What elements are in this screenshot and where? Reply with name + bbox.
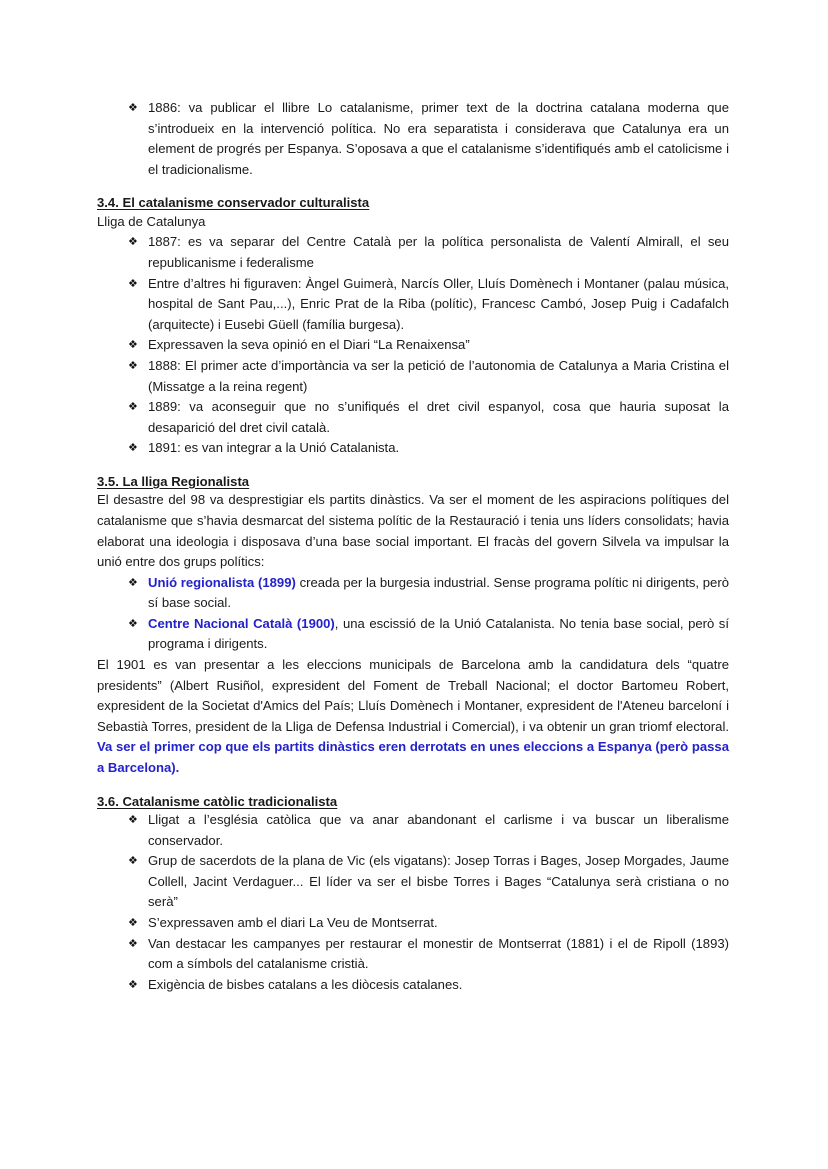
- list-item: [97, 356, 729, 397]
- diamond-bullet-icon: ❖: [128, 575, 138, 589]
- section-heading-36-text: 3.6. Catalanisme catòlic tradicionalista: [97, 793, 338, 809]
- list-item-text: S’expressaven amb el diari La Veu de Montserrat.: [148, 915, 438, 930]
- list-item-text: [148, 573, 729, 614]
- section-35-paragraph: El desastre del 98 va desprestigiar els partits dinàstics. Va ser el moment de les aspiracions polítiques del catalanisme que s’havia desmarcat del sistema polític de la Restauració i tenia uns líders consolidats; havia elaborat una ideologia i disposava d’una base social important. El fracàs del govern Silvela va impulsar la unió entre dos grups polítics:: [97, 492, 729, 570]
- spacer: [97, 180, 729, 194]
- list-item: [97, 913, 729, 934]
- closing-paragraph-plain: El 1901 es van presentar a les eleccions municipals de Barcelona amb la candidatura dels “quatre presidents” (Albert Rusiñol, expresident del Foment de Treball Nacional; el doctor Bartomeu Robert, expresident de la Societat d'Amics del País; Lluís Domènech i Montaner, expresident de l'Ateneu barceloní i Sebastià Torres, president de la Lliga de Defensa Industrial i Comercial), i va obtenir un gran triomf electoral.: [97, 657, 729, 734]
- document-content: [97, 98, 729, 995]
- list-item: [97, 851, 729, 913]
- diamond-bullet-icon: ❖: [128, 813, 138, 827]
- spacer: [97, 459, 729, 473]
- diamond-bullet-icon: ❖: [128, 616, 138, 630]
- closing-paragraph-highlight: Va ser el primer cop que els partits dinàstics eren derrotats en unes eleccions a Espanya (però passa a Barcelona).: [97, 739, 729, 776]
- list-item: [97, 975, 729, 996]
- diamond-bullet-icon: ❖: [128, 441, 138, 455]
- highlight-term: Centre Nacional Català (1900): [148, 615, 335, 631]
- diamond-bullet-icon: ❖: [128, 235, 138, 249]
- diamond-bullet-icon: ❖: [128, 936, 138, 950]
- intro-bullet-list: [97, 98, 729, 180]
- list-item: [97, 335, 729, 356]
- list-item: [97, 573, 729, 614]
- section-34-bullet-list: [97, 232, 729, 459]
- diamond-bullet-icon: ❖: [128, 338, 138, 352]
- section-heading-36: [97, 793, 729, 810]
- list-item: [97, 614, 729, 655]
- diamond-bullet-icon: ❖: [128, 916, 138, 929]
- list-item-text: 1888: El primer acte d’importància va ser la petició de l’autonomia de Catalunya a Maria Cristina el (Missatge a la reina regent): [148, 357, 729, 394]
- list-item-text: 1887: es va separar del Centre Català per la política personalista de Valentí Almirall, el seu republicanisme i federalisme: [148, 234, 729, 270]
- list-item-text: Expressaven la seva opinió en el Diari “La Renaixensa”: [148, 337, 470, 353]
- list-item: [97, 397, 729, 438]
- list-item: [97, 232, 729, 273]
- diamond-bullet-icon: ❖: [128, 276, 138, 290]
- list-item-text: 1886: va publicar el llibre Lo catalanisme, primer text de la doctrina catalana moderna que s’introdueix en la intervenció política. No era separatista i considerava que Catalunya era un element de progrés per Espanya. S’oposava a que el catalanisme s’identifiqués amb el catolicisme i el tradicionalisme.: [148, 100, 729, 177]
- diamond-bullet-icon: ❖: [128, 854, 138, 868]
- section-36-bullet-list: [97, 810, 729, 995]
- list-item-text: Lligat a l’església catòlica que va anar abandonant el carlisme i va buscar un liberalisme conservador.: [148, 812, 729, 848]
- list-item-text: Entre d’altres hi figuraven: Àngel Guimerà, Narcís Oller, Lluís Domènech i Montaner (palau música, hospital de Sant Pau,...), Enric Prat de la Riba (polític), Francesc Cambó, Josep Puig i Cadafalch (arquitecte) i Eusebi Güell (família burgesa).: [148, 275, 729, 332]
- list-item: [97, 934, 729, 975]
- diamond-bullet-icon: ❖: [128, 101, 138, 114]
- list-item-rest: creada per la burgesia industrial. Sense programa polític ni dirigents, però sí base social.: [148, 574, 729, 611]
- list-item-text: Van destacar les campanyes per restaurar el monestir de Montserrat (1881) i el de Ripoll (1893) com a símbols del catalanisme cristià.: [148, 935, 729, 972]
- section-34-lead: Lliga de Catalunya: [97, 213, 206, 229]
- list-item-text: Grup de sacerdots de la plana de Vic (els vigatans): Josep Torras i Bages, Josep Morgades, Jaume Collell, Jacint Verdaguer... El líder va ser el bisbe Torres i Bages “Catalunya serà cristiana o no serà”: [148, 853, 729, 910]
- diamond-bullet-icon: ❖: [128, 358, 138, 372]
- list-item-text: Exigència de bisbes catalans a les diòcesis catalanes.: [148, 976, 463, 992]
- section-35-bullet-list: [97, 573, 729, 655]
- section-heading-35-text: 3.5. La lliga Regionalista: [97, 473, 250, 489]
- section-35-closing-paragraph: [97, 655, 729, 779]
- highlight-term: Unió regionalista (1899): [148, 574, 296, 590]
- list-item: [97, 810, 729, 851]
- diamond-bullet-icon: ❖: [128, 977, 138, 991]
- section-heading-34-text: 3.4. El catalanisme conservador culturalista: [97, 195, 370, 211]
- list-item: [97, 98, 729, 180]
- list-item-text: 1891: es van integrar a la Unió Catalanista.: [148, 440, 400, 456]
- section-heading-35: [97, 473, 729, 490]
- list-item-text: [148, 614, 729, 655]
- section-heading-34: [97, 194, 729, 211]
- list-item: [97, 438, 729, 459]
- list-item: [97, 274, 729, 336]
- list-item-text: 1889: va aconseguir que no s’unifiqués el dret civil espanyol, cosa que hauria suposat la desaparició del dret civil català.: [148, 399, 729, 435]
- list-item-rest: , una escissió de la Unió Catalanista. No tenia base social, però sí programa i dirigents.: [148, 615, 729, 652]
- diamond-bullet-icon: ❖: [128, 400, 138, 414]
- spacer: [97, 779, 729, 793]
